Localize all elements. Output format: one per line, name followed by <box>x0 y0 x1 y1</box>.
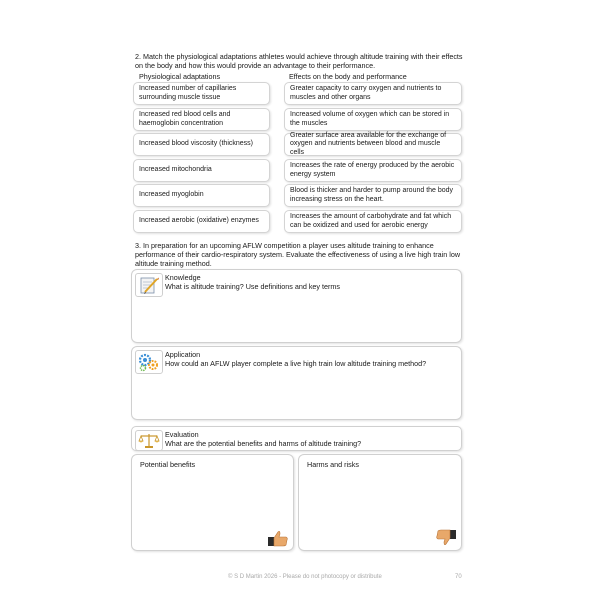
effect-card[interactable]: Increased volume of oxygen which can be stored in the muscles <box>284 108 462 131</box>
benefits-answer-box[interactable] <box>131 454 294 551</box>
evaluation-title: Evaluation <box>165 430 199 439</box>
scales-icon <box>135 430 163 451</box>
harms-label: Harms and risks <box>307 460 359 469</box>
adaptation-card[interactable]: Increased number of capillaries surrounding muscle tissue <box>133 82 270 105</box>
knowledge-title: Knowledge <box>165 273 201 282</box>
benefits-label: Potential benefits <box>140 460 196 469</box>
effect-card[interactable]: Blood is thicker and harder to pump around the body increasing stress on the heart. <box>284 184 462 207</box>
thumbs-up-icon <box>266 529 290 547</box>
knowledge-answer-box[interactable] <box>131 269 462 343</box>
adaptation-card[interactable]: Increased myoglobin <box>133 184 270 207</box>
adaptation-card[interactable]: Increased blood viscosity (thickness) <box>133 133 270 156</box>
footer-copyright: © S D Martin 2026 - Please do not photocopy or distribute <box>228 574 382 580</box>
gears-icon <box>135 350 163 374</box>
effect-card[interactable]: Greater capacity to carry oxygen and nutrients to muscles and other organs <box>284 82 462 105</box>
adaptation-card[interactable]: Increased red blood cells and haemoglobin concentration <box>133 108 270 131</box>
notepad-pencil-icon <box>135 273 163 297</box>
effect-card[interactable]: Greater surface area available for the exchange of oxygen and nutrients between blood and muscle cells <box>284 133 462 156</box>
adaptation-card[interactable]: Increased aerobic (oxidative) enzymes <box>133 210 270 233</box>
effects-header: Effects on the body and performance <box>289 72 407 81</box>
thumbs-down-icon <box>434 529 458 547</box>
question-2-text: 2. Match the physiological adaptations athletes would achieve through altitude training with their effects on the body and how this would provide an advantage to their performance. <box>135 52 463 70</box>
adaptations-header: Physiological adaptations <box>139 72 221 81</box>
effect-card[interactable]: Increases the rate of energy produced by the aerobic energy system <box>284 159 462 182</box>
evaluation-question: What are the potential benefits and harms of altitude training? <box>165 438 362 448</box>
harms-answer-box[interactable] <box>298 454 462 551</box>
page-number: 70 <box>455 574 462 580</box>
knowledge-question: What is altitude training? Use definitions and key terms <box>165 281 340 291</box>
effect-card[interactable]: Increases the amount of carbohydrate and fat which can be oxidized and used for aerobic energy <box>284 210 462 233</box>
evaluation-header <box>131 426 462 451</box>
application-question: How could an AFLW player complete a live high train low altitude training method? <box>165 358 427 368</box>
application-title: Application <box>165 350 201 359</box>
application-answer-box[interactable] <box>131 346 462 420</box>
adaptation-card[interactable]: Increased mitochondria <box>133 159 270 182</box>
question-3-text: 3. In preparation for an upcoming AFLW competition a player uses altitude training to enhance performance of their cardio-respiratory system. Evaluate the effectiveness of using a live high train low altitude training method. <box>135 241 461 268</box>
